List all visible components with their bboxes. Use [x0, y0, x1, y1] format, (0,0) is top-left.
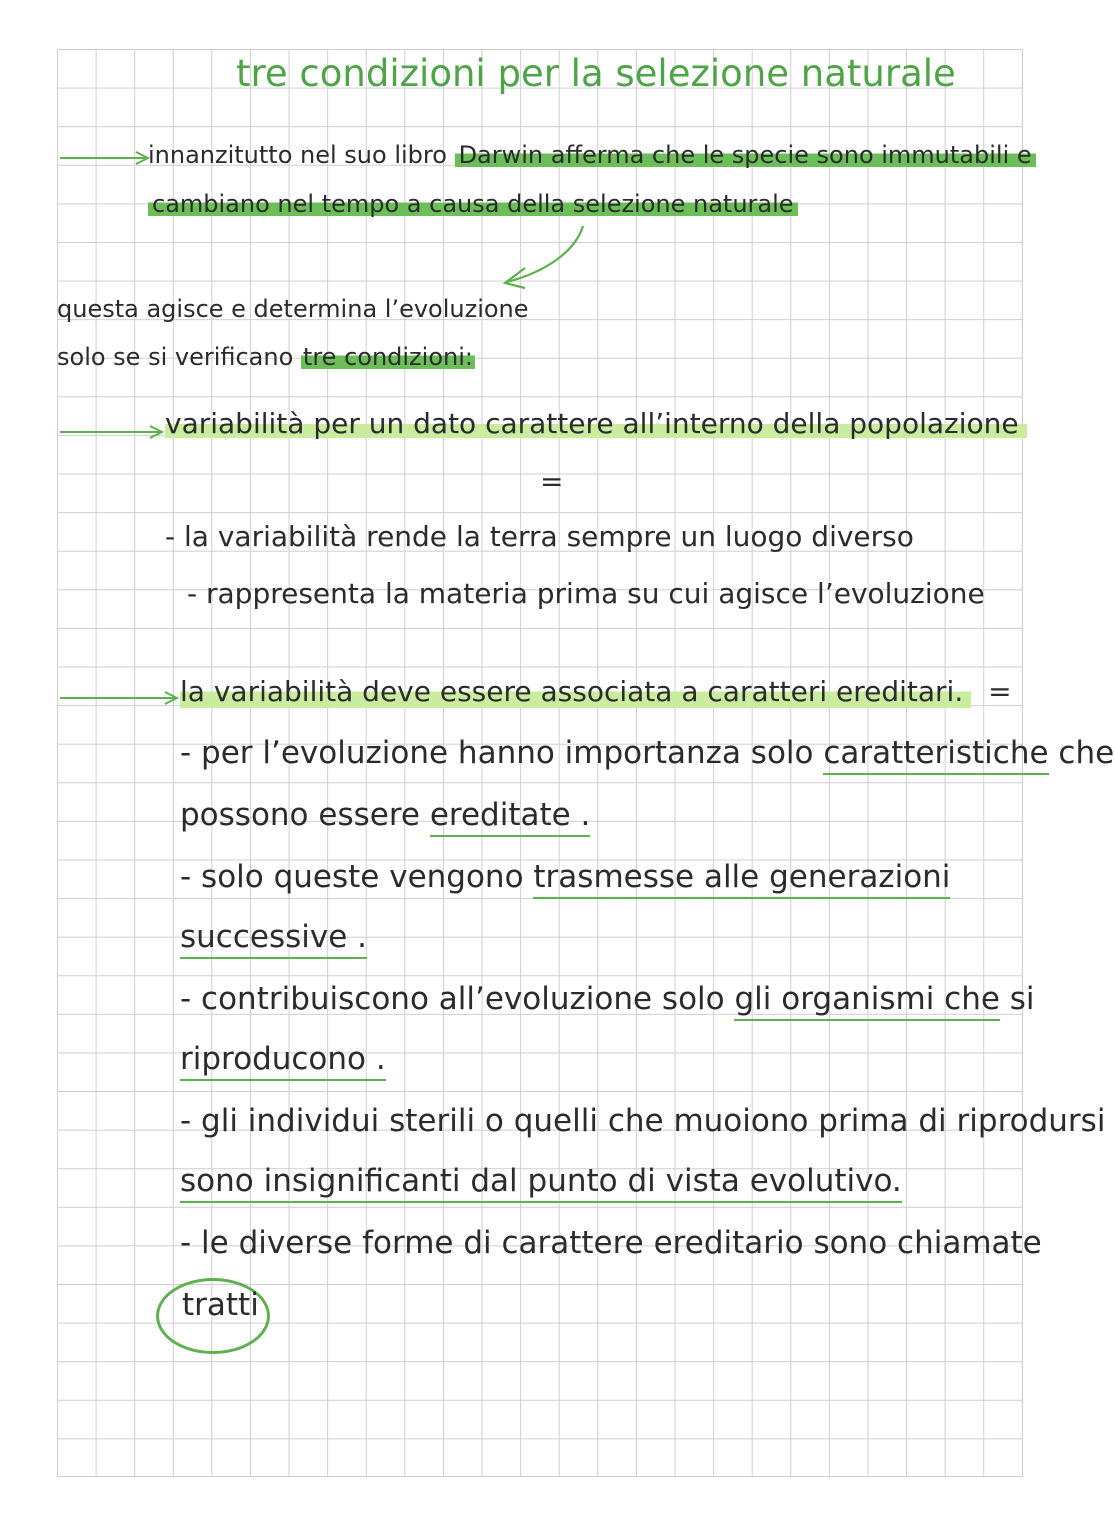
intro-line-1 — [148, 143, 1036, 167]
condition-intro-line-1: questa agisce e determina l’evoluzione — [57, 295, 529, 323]
intro-highlight-2: cambiano nel tempo a causa della selezione naturale — [148, 190, 798, 218]
condition-2-line-2b: ereditate . — [430, 797, 591, 837]
condition-2-line-8-text: sono insignificanti dal punto di vista evolutivo. — [180, 1163, 902, 1203]
condition-2-heading-row — [180, 675, 1012, 708]
condition-2-line-7: - gli individui sterili o quelli che muoiono prima di riprodursi — [180, 1103, 1106, 1139]
condition-1-equals: = — [540, 465, 564, 498]
condition-2-line-3 — [180, 859, 951, 895]
condition-2-line-4-text: successive . — [180, 919, 367, 959]
condition-2-line-5 — [180, 981, 1035, 1017]
condition-2-line-3b: trasmesse alle generazioni — [533, 859, 950, 899]
intro-plain: innanzitutto nel suo libro — [148, 141, 455, 169]
condition-2-line-1a: - per l’evoluzione hanno importanza solo — [180, 735, 824, 771]
condition-2-equals: = — [988, 675, 1012, 708]
condition-2-line-4 — [180, 919, 367, 955]
condition-intro-highlight: tre condizioni: — [302, 343, 473, 371]
arrow-icon — [60, 150, 150, 166]
condition-2-line-9: - le diverse forme di carattere ereditario sono chiamate — [180, 1225, 1042, 1261]
condition-2-line-2 — [180, 797, 591, 833]
condition-2-line-5c: si — [999, 981, 1035, 1017]
condition-2-line-8 — [180, 1163, 902, 1199]
condition-2-line-1b: caratteristiche — [823, 735, 1048, 775]
arrow-icon — [60, 424, 165, 440]
condition-1-bullet-1: - la variabilità rende la terra sempre un luogo diverso — [165, 520, 914, 553]
condition-2-line-6 — [180, 1041, 386, 1077]
condition-2-line-5a: - contribuiscono all’evoluzione solo — [180, 981, 735, 1017]
condition-intro-line-2 — [57, 345, 475, 369]
curved-arrow-icon — [495, 222, 590, 292]
arrow-icon — [60, 690, 180, 706]
condition-2-line-1 — [180, 735, 1114, 771]
condition-2-line-1c: che — [1048, 735, 1114, 771]
intro-highlight-1: Darwin afferma che le specie sono immutabili e — [455, 141, 1036, 169]
condition-2-line-6-text: riproducono . — [180, 1041, 386, 1081]
condition-2-line-10: tratti — [182, 1287, 259, 1323]
intro-line-2 — [148, 192, 798, 216]
condition-1-bullet-2: - rappresenta la materia prima su cui agisce l’evoluzione — [187, 577, 985, 610]
condition-1-heading: variabilità per un dato carattere all’interno della popolazione — [165, 410, 1027, 438]
condition-2-line-5b: gli organismi che — [734, 981, 999, 1021]
condition-2-line-3a: - solo queste vengono — [180, 859, 534, 895]
condition-2-line-2a: possono essere — [180, 797, 430, 833]
page-title: tre condizioni per la selezione naturale — [236, 52, 956, 95]
condition-2-heading: la variabilità deve essere associata a caratteri ereditari. — [180, 675, 971, 708]
condition-intro-plain: solo se si verificano — [57, 343, 301, 371]
